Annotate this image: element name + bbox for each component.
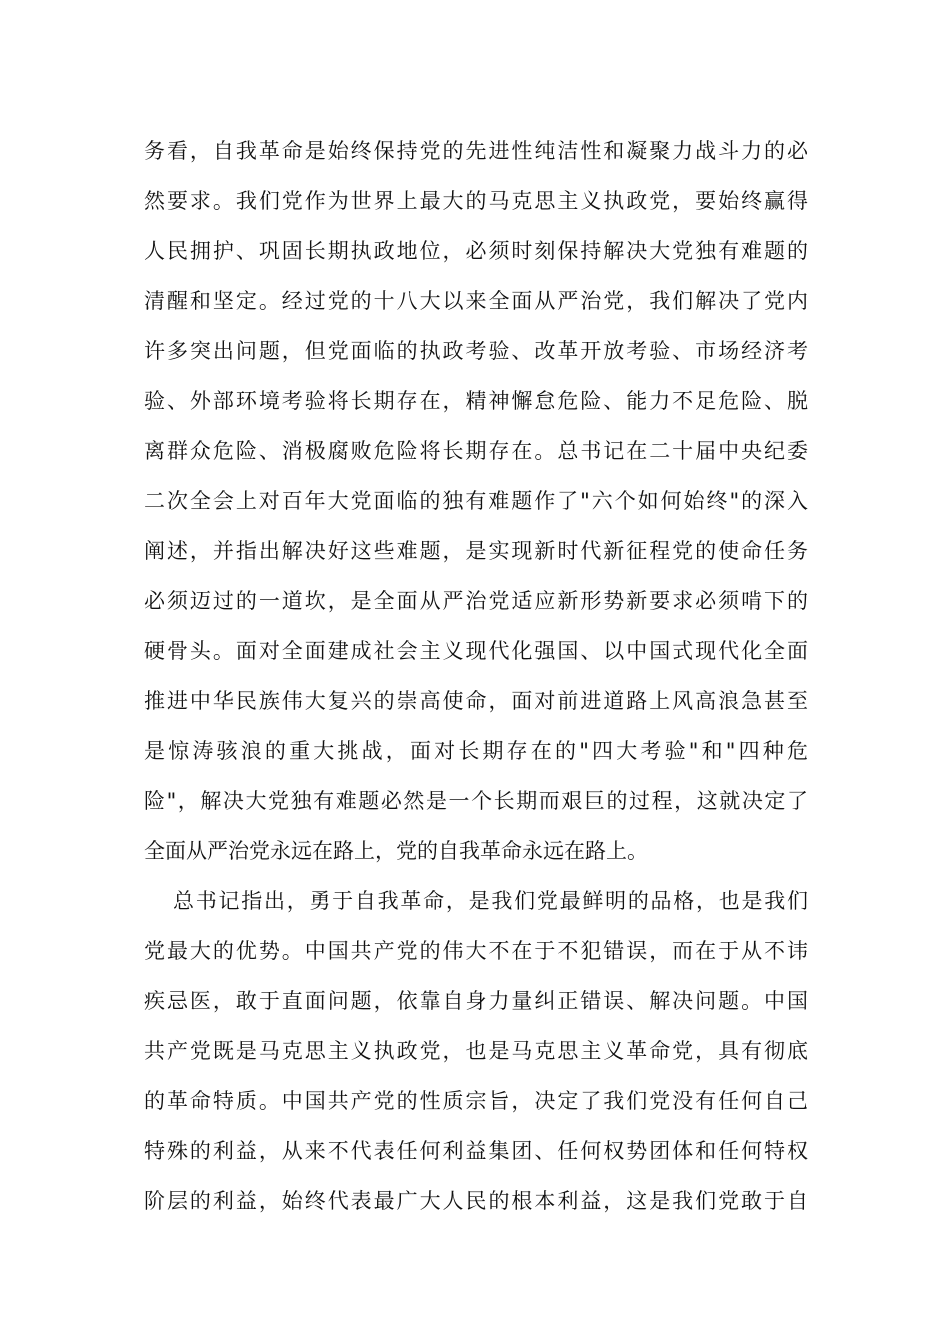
paragraph-2-line: 的革命特质。中国共产党的性质宗旨，决定了我们党没有任何自己 bbox=[144, 1089, 808, 1113]
paragraph-1-line: 人民拥护、巩固长期执政地位，必须时刻保持解决大党独有难题的 bbox=[144, 239, 808, 263]
paragraph-2-line: 阶层的利益，始终代表最广大人民的根本利益，这是我们党敢于自 bbox=[144, 1189, 808, 1213]
paragraph-1-line: 然要求。我们党作为世界上最大的马克思主义执政党，要始终赢得 bbox=[144, 189, 808, 213]
paragraph-1-line: 险"，解决大党独有难题必然是一个长期而艰巨的过程，这就决定了 bbox=[144, 789, 808, 813]
paragraph-1-line: 二次全会上对百年大党面临的独有难题作了"六个如何始终"的深入 bbox=[144, 489, 808, 513]
paragraph-1-line: 全面从严治党永远在路上，党的自我革命永远在路上。 bbox=[144, 839, 648, 863]
paragraph-1-line: 是惊涛骇浪的重大挑战，面对长期存在的"四大考验"和"四种危 bbox=[144, 739, 808, 763]
paragraph-1-line: 许多突出问题，但党面临的执政考验、改革开放考验、市场经济考 bbox=[144, 339, 808, 363]
body-text bbox=[144, 126, 808, 1226]
paragraph-1-line: 务看，自我革命是始终保持党的先进性纯洁性和凝聚力战斗力的必 bbox=[144, 139, 808, 163]
paragraph-1-line: 阐述，并指出解决好这些难题，是实现新时代新征程党的使命任务 bbox=[144, 539, 808, 563]
paragraph-1-line: 必须迈过的一道坎，是全面从严治党适应新形势新要求必须啃下的 bbox=[144, 589, 808, 613]
paragraph-2-line: 总书记指出，勇于自我革命，是我们党最鲜明的品格，也是我们 bbox=[173, 889, 808, 913]
paragraph-1-line: 推进中华民族伟大复兴的崇高使命，面对前进道路上风高浪急甚至 bbox=[144, 689, 808, 713]
paragraph-1-line: 验、外部环境考验将长期存在，精神懈怠危险、能力不足危险、脱 bbox=[144, 389, 808, 413]
paragraph-2-line: 特殊的利益，从来不代表任何利益集团、任何权势团体和任何特权 bbox=[144, 1139, 808, 1163]
paragraph-1-line: 清醒和坚定。经过党的十八大以来全面从严治党，我们解决了党内 bbox=[144, 289, 808, 313]
paragraph-1-line: 离群众危险、消极腐败危险将长期存在。总书记在二十届中央纪委 bbox=[144, 439, 808, 463]
paragraph-2-line: 党最大的优势。中国共产党的伟大不在于不犯错误，而在于从不讳 bbox=[144, 939, 808, 963]
paragraph-2-line: 疾忌医，敢于直面问题，依靠自身力量纠正错误、解决问题。中国 bbox=[144, 989, 808, 1013]
paragraph-2-line: 共产党既是马克思主义执政党，也是马克思主义革命党，具有彻底 bbox=[144, 1039, 808, 1063]
paragraph-1-line: 硬骨头。面对全面建成社会主义现代化强国、以中国式现代化全面 bbox=[144, 639, 808, 663]
